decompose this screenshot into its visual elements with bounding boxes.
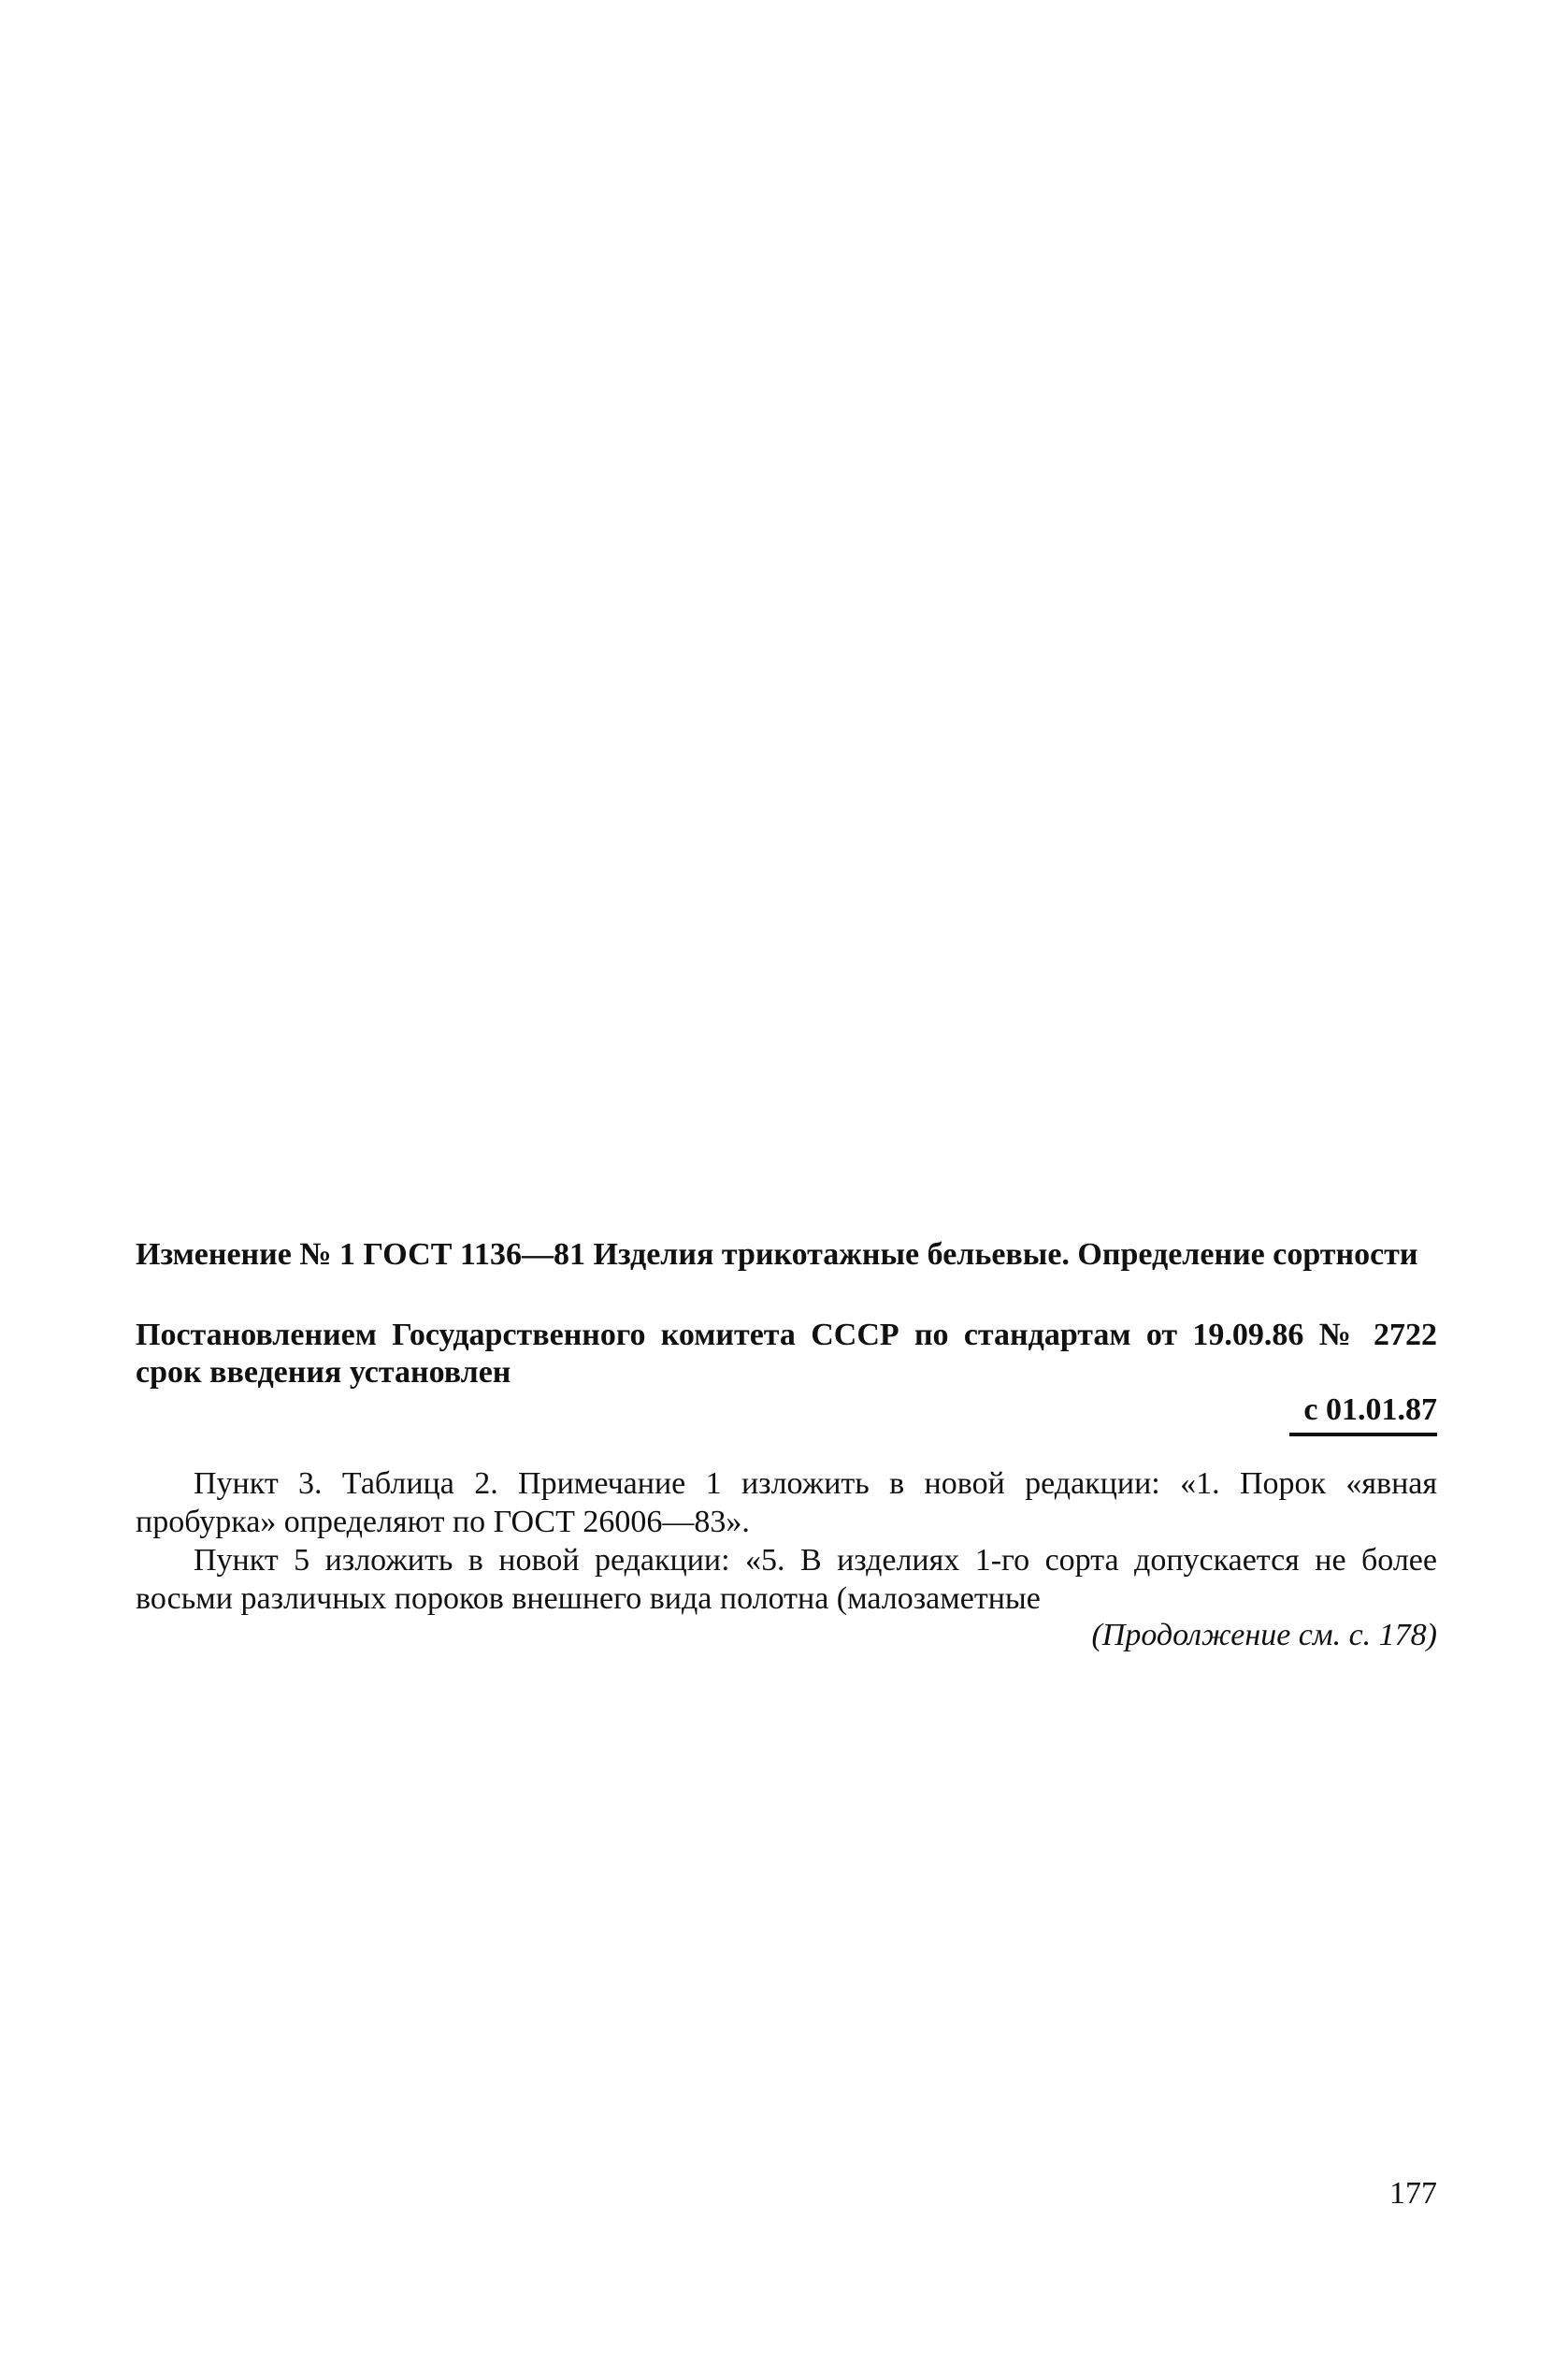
paragraph-item-5: Пункт 5 изложить в новой редакции: «5. В изделиях 1-го сорта допускается не более восьми различных пороков внешнего вида полотна (малозаметные [136, 1543, 1437, 1616]
amendment-heading: Изменение № 1 ГОСТ 1136—81 Изделия трикотажные бельевые. Определение сортности [136, 1237, 1418, 1272]
effective-date-underline [1289, 1433, 1437, 1436]
continuation-note: (Продолжение см. с. 178) [1091, 1618, 1437, 1652]
amendment-body [136, 1464, 1437, 1618]
effective-date: с 01.01.87 [1303, 1392, 1437, 1427]
paragraph-item-3: Пункт 3. Таблица 2. Примечание 1 изложить в новой редакции: «1. Порок «явная пробурка» определяют по ГОСТ 26006—83». [136, 1466, 1437, 1539]
decree-statement: Постановлением Государственного комитета СССР по стандартам от 19.09.86 № 2722 срок введения установлен [136, 1318, 1437, 1390]
page-number: 177 [1389, 2176, 1437, 2211]
